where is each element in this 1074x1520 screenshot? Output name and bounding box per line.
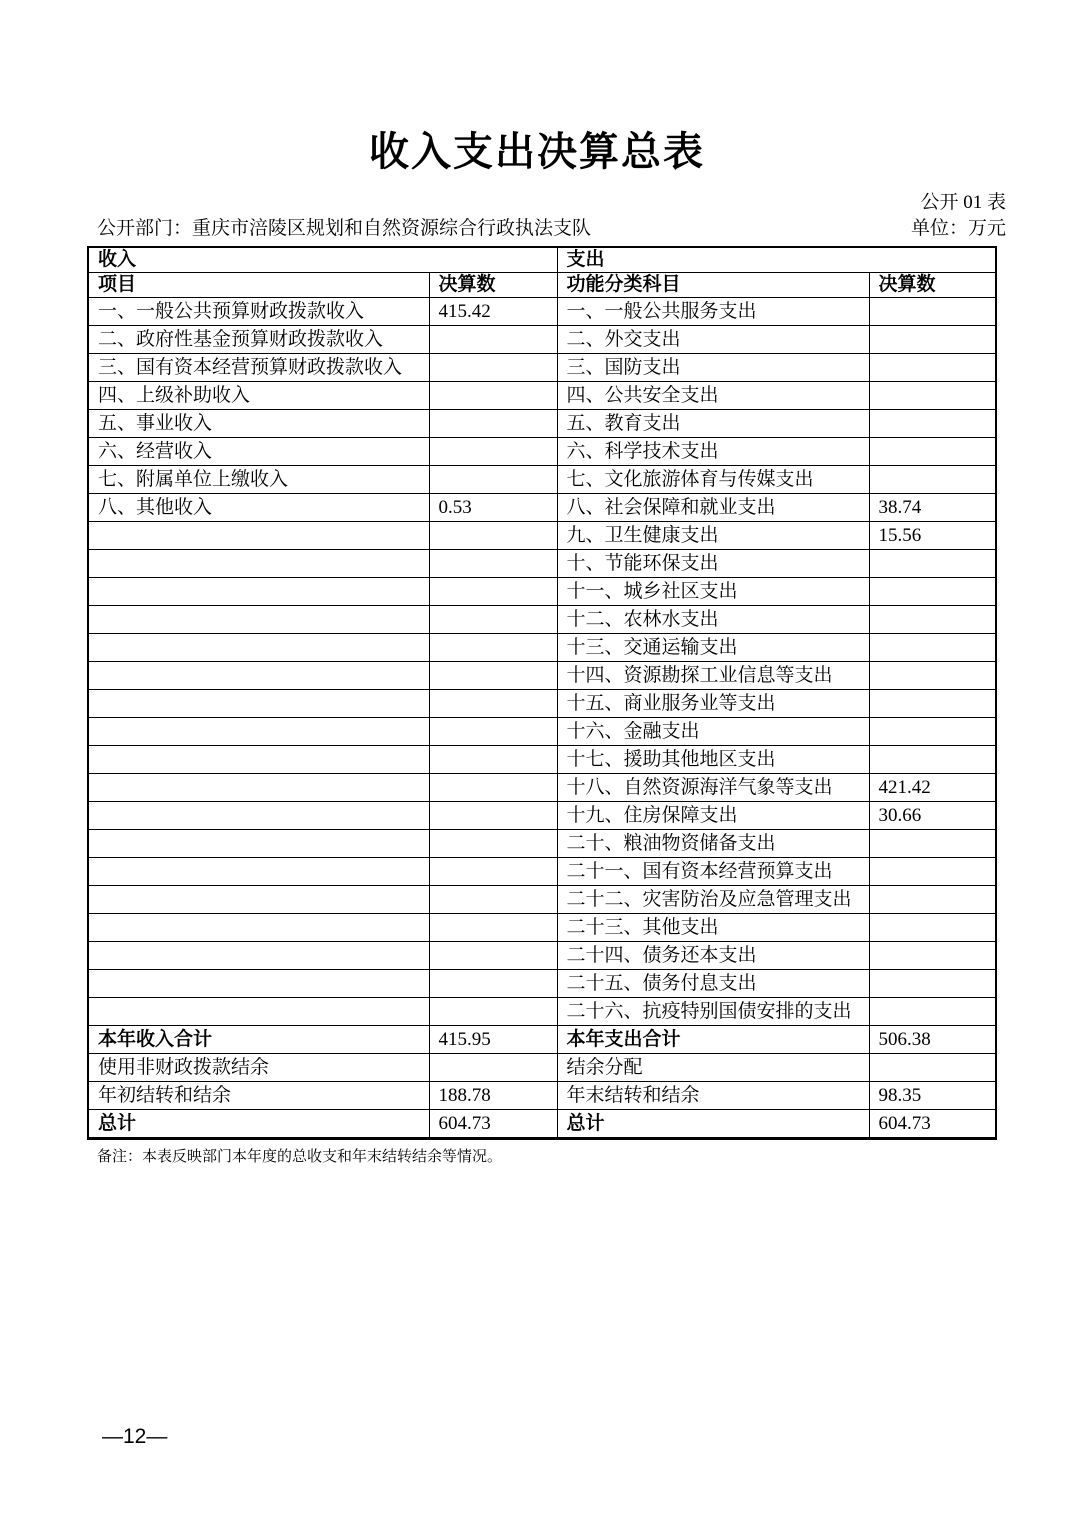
expense-item-cell: 二十一、国有资本经营预算支出 [557,858,869,886]
expense-amount-cell: 421.42 [869,774,996,802]
table-row [88,1110,996,1139]
expense-item-cell: 十三、交通运输支出 [557,634,869,662]
expense-amount-cell [869,634,996,662]
table-row [88,326,996,354]
expense-amount-cell [869,830,996,858]
income-item-cell: 一、一般公共预算财政拨款收入 [88,298,429,326]
expense-item-cell: 十九、住房保障支出 [557,802,869,830]
table-row [88,830,996,858]
expense-item-cell: 二十五、债务付息支出 [557,970,869,998]
income-item-cell [88,690,429,718]
table-row [88,1026,996,1054]
table-row [88,550,996,578]
expense-item-cell: 二、外交支出 [557,326,869,354]
department-label: 公开部门：重庆市涪陵区规划和自然资源综合行政执法支队 [97,218,592,239]
expense-item-cell: 三、国防支出 [557,354,869,382]
expense-amount-cell [869,746,996,774]
income-amount-cell [429,382,557,410]
table-row [88,298,996,326]
expense-item-cell: 二十、粮油物资储备支出 [557,830,869,858]
income-item-header: 项目 [88,273,429,298]
income-item-cell: 四、上级补助收入 [88,382,429,410]
expense-amount-cell [869,466,996,494]
income-amount-cell [429,606,557,634]
expense-item-cell: 八、社会保障和就业支出 [557,494,869,522]
income-item-cell: 本年收入合计 [88,1026,429,1054]
page-number: —12— [102,1425,168,1448]
income-amount-cell [429,970,557,998]
income-item-cell: 七、附属单位上缴收入 [88,466,429,494]
income-amount-cell [429,802,557,830]
expense-function-header: 功能分类科目 [557,273,869,298]
expense-amount-cell [869,410,996,438]
expense-amount-cell [869,942,996,970]
expense-amount-cell [869,718,996,746]
expense-item-cell: 十四、资源勘探工业信息等支出 [557,662,869,690]
expense-amount-cell: 38.74 [869,494,996,522]
income-amount-header: 决算数 [429,273,557,298]
expense-amount-cell [869,970,996,998]
income-item-cell [88,774,429,802]
expense-item-cell: 十七、援助其他地区支出 [557,746,869,774]
income-item-cell [88,662,429,690]
expense-item-cell: 二十二、灾害防治及应急管理支出 [557,886,869,914]
expense-amount-cell [869,550,996,578]
income-item-cell: 五、事业收入 [88,410,429,438]
income-amount-cell [429,886,557,914]
income-item-cell: 六、经营收入 [88,438,429,466]
expense-item-cell: 一、一般公共服务支出 [557,298,869,326]
income-amount-cell: 415.42 [429,298,557,326]
expense-item-cell: 九、卫生健康支出 [557,522,869,550]
income-amount-cell [429,914,557,942]
table-row [88,578,996,606]
expense-amount-cell [869,998,996,1026]
income-item-cell [88,634,429,662]
expense-item-cell: 年末结转和结余 [557,1082,869,1110]
income-amount-cell [429,1054,557,1082]
income-item-cell [88,802,429,830]
expense-amount-cell [869,886,996,914]
expense-amount-cell [869,298,996,326]
table-row [88,690,996,718]
income-item-cell: 总计 [88,1110,429,1139]
expense-amount-cell [869,382,996,410]
meta-line [87,217,1006,241]
income-amount-cell [429,942,557,970]
column-header-row [88,273,996,298]
expense-amount-cell [869,606,996,634]
income-item-cell [88,970,429,998]
table-row [88,886,996,914]
expense-amount-cell: 604.73 [869,1110,996,1139]
income-amount-cell [429,410,557,438]
table-row [88,354,996,382]
expense-item-cell: 六、科学技术支出 [557,438,869,466]
expense-amount-cell [869,354,996,382]
page-title: 收入支出决算总表 [369,130,705,174]
income-amount-cell [429,438,557,466]
table-row [88,914,996,942]
table-row [88,1082,996,1110]
income-item-cell: 二、政府性基金预算财政拨款收入 [88,326,429,354]
expense-item-cell: 十八、自然资源海洋气象等支出 [557,774,869,802]
income-amount-cell [429,578,557,606]
income-item-cell: 三、国有资本经营预算财政拨款收入 [88,354,429,382]
table-row [88,494,996,522]
table-row [88,410,996,438]
footnote: 备注：本表反映部门本年度的总收支和年末结转结余等情况。 [97,1149,503,1165]
income-amount-cell [429,550,557,578]
table-row [88,662,996,690]
table-row [88,606,996,634]
table-row [88,522,996,550]
expense-amount-header: 决算数 [869,273,996,298]
expense-amount-cell [869,914,996,942]
income-item-cell [88,718,429,746]
table-row [88,998,996,1026]
expense-item-cell: 总计 [557,1110,869,1139]
expense-amount-cell [869,690,996,718]
income-amount-cell [429,466,557,494]
expense-item-cell: 十五、商业服务业等支出 [557,690,869,718]
income-item-cell [88,942,429,970]
income-item-cell [88,522,429,550]
income-amount-cell [429,746,557,774]
income-item-cell [88,746,429,774]
income-item-cell [88,886,429,914]
expense-item-cell: 五、教育支出 [557,410,869,438]
income-amount-cell [429,634,557,662]
table-body [88,298,996,1139]
table-row [88,1054,996,1082]
expense-amount-cell [869,578,996,606]
unit-label: 单位：万元 [910,218,1006,239]
expense-item-cell: 二十三、其他支出 [557,914,869,942]
income-amount-cell [429,690,557,718]
table-row [88,718,996,746]
expense-amount-cell [869,858,996,886]
table-row [88,802,996,830]
expense-item-cell: 本年支出合计 [557,1026,869,1054]
income-amount-cell: 0.53 [429,494,557,522]
expense-item-cell: 二十四、债务还本支出 [557,942,869,970]
table-row [88,858,996,886]
expense-item-cell: 十、节能环保支出 [557,550,869,578]
expense-amount-cell: 30.66 [869,802,996,830]
table-row [88,746,996,774]
income-item-cell [88,998,429,1026]
income-item-cell [88,914,429,942]
table-row [88,634,996,662]
income-item-cell: 使用非财政拨款结余 [88,1054,429,1082]
table-row [88,466,996,494]
income-item-cell [88,858,429,886]
expense-amount-cell: 506.38 [869,1026,996,1054]
income-item-cell [88,606,429,634]
income-amount-cell [429,326,557,354]
table-row [88,382,996,410]
budget-table [87,246,997,1140]
table-row [88,970,996,998]
income-amount-cell [429,998,557,1026]
table-row [88,438,996,466]
expense-item-cell: 十一、城乡社区支出 [557,578,869,606]
income-item-cell: 八、其他收入 [88,494,429,522]
expense-amount-cell [869,438,996,466]
expense-amount-cell [869,662,996,690]
income-amount-cell [429,662,557,690]
table-row [88,774,996,802]
income-amount-cell [429,858,557,886]
income-item-cell: 年初结转和结余 [88,1082,429,1110]
income-amount-cell [429,522,557,550]
income-amount-cell: 188.78 [429,1082,557,1110]
expense-item-cell: 四、公共安全支出 [557,382,869,410]
expense-amount-cell [869,1054,996,1082]
expense-item-cell: 二十六、抗疫特别国债安排的支出 [557,998,869,1026]
income-amount-cell [429,718,557,746]
expense-amount-cell [869,326,996,354]
income-item-cell [88,578,429,606]
expense-item-cell: 结余分配 [557,1054,869,1082]
expense-item-cell: 十六、金融支出 [557,718,869,746]
expenditure-section-header: 支出 [557,247,996,273]
section-header-row [88,247,996,273]
income-amount-cell: 415.95 [429,1026,557,1054]
income-amount-cell [429,830,557,858]
income-amount-cell [429,354,557,382]
expense-amount-cell: 15.56 [869,522,996,550]
expense-item-cell: 十二、农林水支出 [557,606,869,634]
income-amount-cell: 604.73 [429,1110,557,1139]
income-item-cell [88,550,429,578]
income-section-header: 收入 [88,247,557,273]
table-row [88,942,996,970]
income-item-cell [88,830,429,858]
table-number: 公开 01 表 [920,192,1006,213]
income-amount-cell [429,774,557,802]
expense-item-cell: 七、文化旅游体育与传媒支出 [557,466,869,494]
expense-amount-cell: 98.35 [869,1082,996,1110]
